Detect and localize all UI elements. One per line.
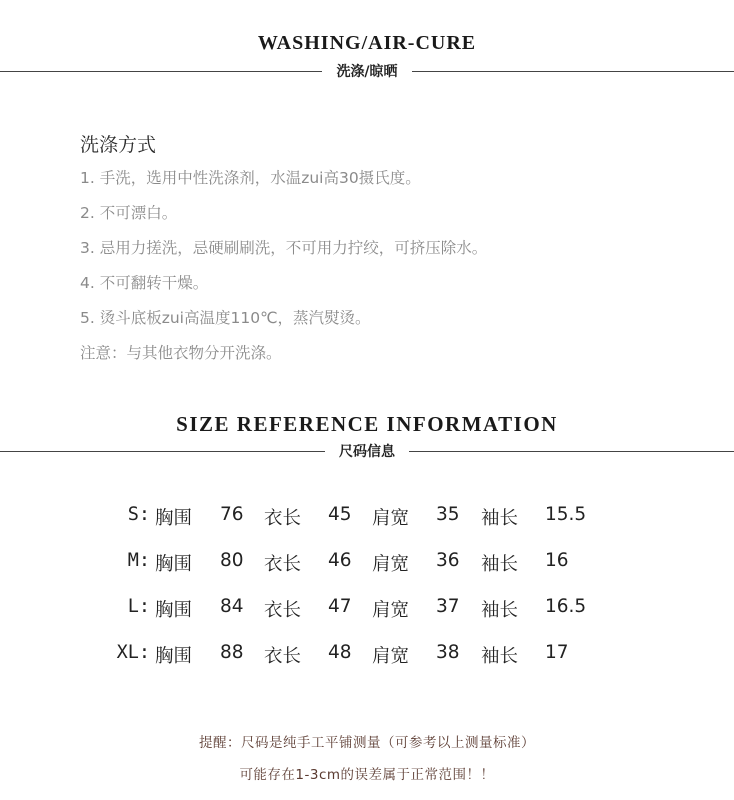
washing-instructions (80, 130, 487, 377)
length-value: 47 (328, 596, 352, 617)
sleeve-label: 袖长 (481, 646, 519, 667)
washing-line: 5. 烫斗底板zui高温度110℃，蒸汽熨烫。 (80, 309, 371, 327)
size-label: M: (127, 550, 150, 571)
shoulder-label: 肩宽 (372, 600, 410, 621)
chest-value: 84 (220, 596, 244, 617)
washing-line: 2. 不可漂白。 (80, 204, 178, 222)
shoulder-value: 35 (436, 504, 460, 525)
size-label: L: (127, 596, 150, 617)
washing-heading: 洗涤方式 (80, 134, 157, 156)
length-label: 衣长 (264, 508, 302, 529)
washing-note: 注意：与其他衣物分开洗涤。 (80, 344, 282, 362)
sleeve-value: 17 (545, 642, 569, 663)
sleeve-value: 15.5 (545, 504, 587, 525)
size-subtitle: 尺码信息 (339, 444, 395, 460)
divider-line-left (0, 71, 322, 72)
size-title: SIZE REFERENCE INFORMATION (176, 412, 558, 436)
chest-value: 76 (220, 504, 244, 525)
sleeve-label: 袖长 (481, 600, 519, 621)
size-divider (0, 444, 734, 458)
size-row-s (0, 504, 734, 550)
tolerance-note: 可能存在1-3cm的误差属于正常范围！！ (239, 767, 495, 783)
size-label: S: (127, 504, 150, 525)
chest-label: 胸围 (155, 600, 193, 621)
length-value: 46 (328, 550, 352, 571)
washing-subtitle: 洗涤/晾晒 (336, 64, 398, 80)
divider-line-left (0, 451, 325, 452)
washing-divider (0, 64, 734, 78)
size-row-l (0, 596, 734, 642)
chest-label: 胸围 (155, 508, 193, 529)
divider-line-right (412, 71, 734, 72)
length-value: 45 (328, 504, 352, 525)
sleeve-label: 袖长 (481, 554, 519, 575)
shoulder-label: 肩宽 (372, 646, 410, 667)
size-row-xl (0, 642, 734, 688)
size-table (0, 504, 734, 688)
divider-line-right (409, 451, 734, 452)
length-value: 48 (328, 642, 352, 663)
washing-line: 1. 手洗，选用中性洗涤剂，水温zui高30摄氏度。 (80, 169, 421, 187)
shoulder-label: 肩宽 (372, 554, 410, 575)
chest-label: 胸围 (155, 646, 193, 667)
shoulder-value: 38 (436, 642, 460, 663)
shoulder-label: 肩宽 (372, 508, 410, 529)
measurement-note: 提醒：尺码是纯手工平铺测量（可参考以上测量标准） (199, 735, 535, 751)
washing-title: WASHING/AIR-CURE (257, 32, 477, 54)
shoulder-value: 36 (436, 550, 460, 571)
length-label: 衣长 (264, 646, 302, 667)
size-row-m (0, 550, 734, 596)
chest-label: 胸围 (155, 554, 193, 575)
sleeve-label: 袖长 (481, 508, 519, 529)
length-label: 衣长 (264, 554, 302, 575)
washing-line: 3. 忌用力搓洗，忌硬刷刷洗，不可用力拧绞，可挤压除水。 (80, 239, 488, 257)
chest-value: 80 (220, 550, 244, 571)
size-label: XL: (116, 642, 150, 663)
chest-value: 88 (220, 642, 244, 663)
washing-line: 4. 不可翻转干燥。 (80, 274, 209, 292)
sleeve-value: 16.5 (545, 596, 587, 617)
sleeve-value: 16 (545, 550, 569, 571)
shoulder-value: 37 (436, 596, 460, 617)
length-label: 衣长 (264, 600, 302, 621)
